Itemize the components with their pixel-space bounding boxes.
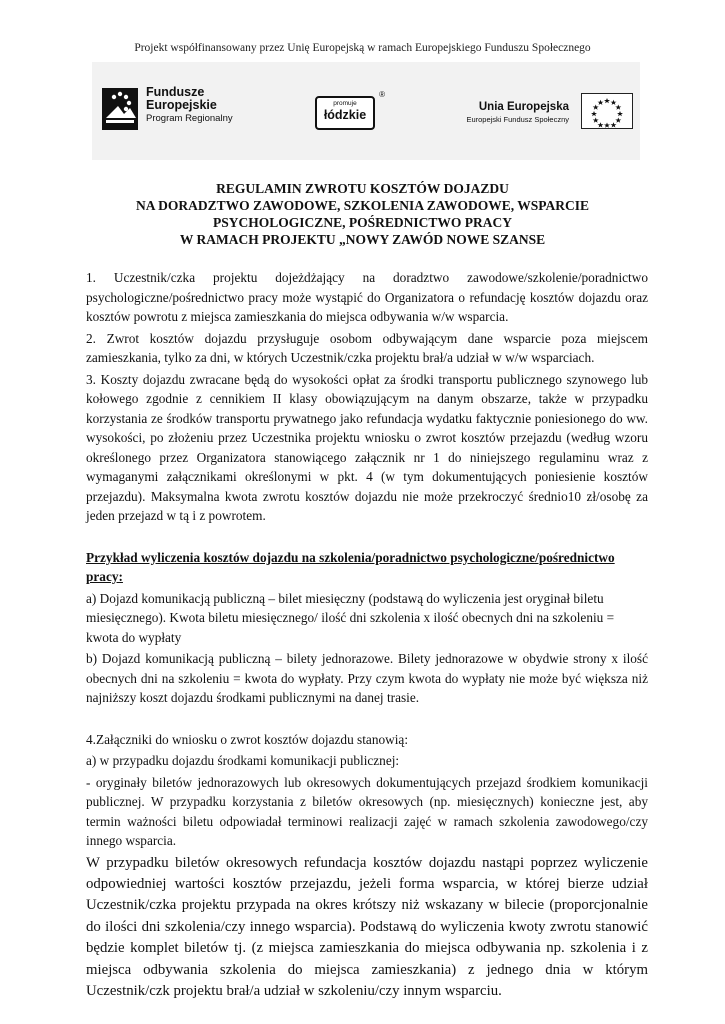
spacer [86,528,648,548]
promuje-lodzkie-logo [315,90,385,130]
fe-line3: Program Regionalny [146,113,233,124]
logo-band [92,62,640,160]
spacer [86,710,648,730]
title-line-3: PSYCHOLOGICZNE, POŚREDNICTWO PRACY [213,215,512,230]
attachments-intro: 4.Załączniki do wniosku o zwrot kosztów dojazdu stanowią: [86,731,409,747]
attachments-dash-item: - oryginały biletów jednorazowych lub okresowych dokumentujących przejazd środkiem komunikacji publicznej. W przypadku korzystania z biletów okresowych (np. miesięcznych) konieczne jest, aby termin ważności biletu odpowiadał terminowi realizacji zajęć w ramach szkolenia zawodowego/czy innego wsparcia. [86,774,648,848]
fe-line2: Europejskie [146,98,217,112]
fundusze-europejskie-mark-icon [102,88,138,130]
cofinancing-note: Projekt współfinansowany przez Unię Europejską w ramach Europejskiego Funduszu Społecznego [134,42,591,54]
eu-flag-icon [581,93,633,129]
document-title [0,180,725,248]
paragraph-2: 2. Zwrot kosztów dojazdu przysługuje osobom odbywającym dane wsparcie poza miejscem zamieszkania, tylko za dni, w których Uczestnik/czka projektu brał/a udział w w/w wsparciach. [86,330,648,365]
fundusze-europejskie-logo [102,86,252,132]
attachments-a: a) w przypadku dojazdu środkami komunikacji publicznej: [86,753,400,768]
lodz-big-text: łódzkie [323,108,367,122]
paragraph-1: 1. Uczestnik/czka projektu dojeżdżający na doradztwo zawodowe/szkolenie/poradnictwo psychologiczne/pośrednictwo pracy może wystąpić do Organizatora o refundację kosztów dojazdu oraz kosztów powrotu z miejsca zamieszkania do miejsca odbywania w/w wsparcia. [86,270,648,324]
example-b: b) Dojazd komunikacją publiczną – bilety jednorazowe. Bilety jednorazowe w obydwie strony x ilość obecnych dni na szkoleniu = kwota do wypłaty. Przy czym kwota do wypłaty nie może być większa niż najniższy koszt dojazdu środkami publicznymi na danej trasie. [86,651,648,705]
title-line-2: NA DORADZTWO ZAWODOWE, SZKOLENIA ZAWODOWE, WSPARCIE [136,198,589,213]
document-body [86,268,648,1004]
lodz-small-text: promuje [333,100,357,107]
eu-line1: Unia Europejska [478,101,569,113]
example-heading: Przykład wyliczenia kosztów dojazdu na szkolenia/poradnictwo psychologiczne/pośrednictwo pracy: [86,549,615,584]
registered-mark: ® [379,90,385,99]
fundusze-europejskie-wordmark [146,86,233,125]
title-line-1: REGULAMIN ZWROTU KOSZTÓW DOJAZDU [216,181,509,196]
paragraph-3: 3. Koszty dojazdu zwracane będą do wysokości opłat za środki transportu publicznego szynowego lub kołowego zgodnie z cennikiem II klasy obowiązującym na danym obszarze, także w przypadku korzystania ze środków transportu prywatnego jako refundacja wydatku faktycznie poniesionego do ww. wysokości, po złożeniu przez Uczestnika projektu wniosku o zwrot kosztów przejazdu (według wzoru określonego przez Organizatora stanowiącego załącznik nr 1 do niniejszego regulaminu wraz z wymaganymi załącznikami określonymi w pkt. 4 (w tym dokumentujących poniesienie kosztów przejazdu). Maksymalna kwota zwrotu kosztów dojazdu nie może przekroczyć średnio10 zł/osobę za jeden przejazd w tą i z powrotem. [86,371,648,523]
fe-line1: Fundusze [146,85,205,99]
title-line-4: W RAMACH PROJEKTU „NOWY ZAWÓD NOWE SZANSE [179,232,546,247]
eu-wordmark [459,100,569,126]
attachments-final: W przypadku biletów okresowych refundacja kosztów dojazdu nastąpi poprzez wyliczenie odpowiedniej wartości kosztów przejazdu, jeżeli forma wsparcia, w której bierze udział Uczestnik/czka projektu przypada na okres krótszy niż wskazany w bilecie (proporcjonalnie do ilości dni szkolenia/czy innego wsparcia). Podstawą do wyliczenia kwoty zwrotu stanowić będzie komplet biletów tj. (z miejsca zamieszkania do miejsca odbywania np. szkolenia i z miejsca odbywania szkolenia do miejsca zamieszkania) z jednego dnia w którym Uczestnik/czk projektu brał/a udział w szkoleniu/czy innym wsparciu. [86,854,648,999]
eu-line2: Europejski Fundusz Społeczny [466,115,569,124]
example-a: a) Dojazd komunikacją publiczną – bilet miesięczny (podstawą do wyliczenia jest oryginał biletu miesięcznego). Kwota biletu miesięcznego/ ilość dni szkolenia x ilość obecnych dni na szkoleniu = kwota do wypłaty [86,590,615,645]
